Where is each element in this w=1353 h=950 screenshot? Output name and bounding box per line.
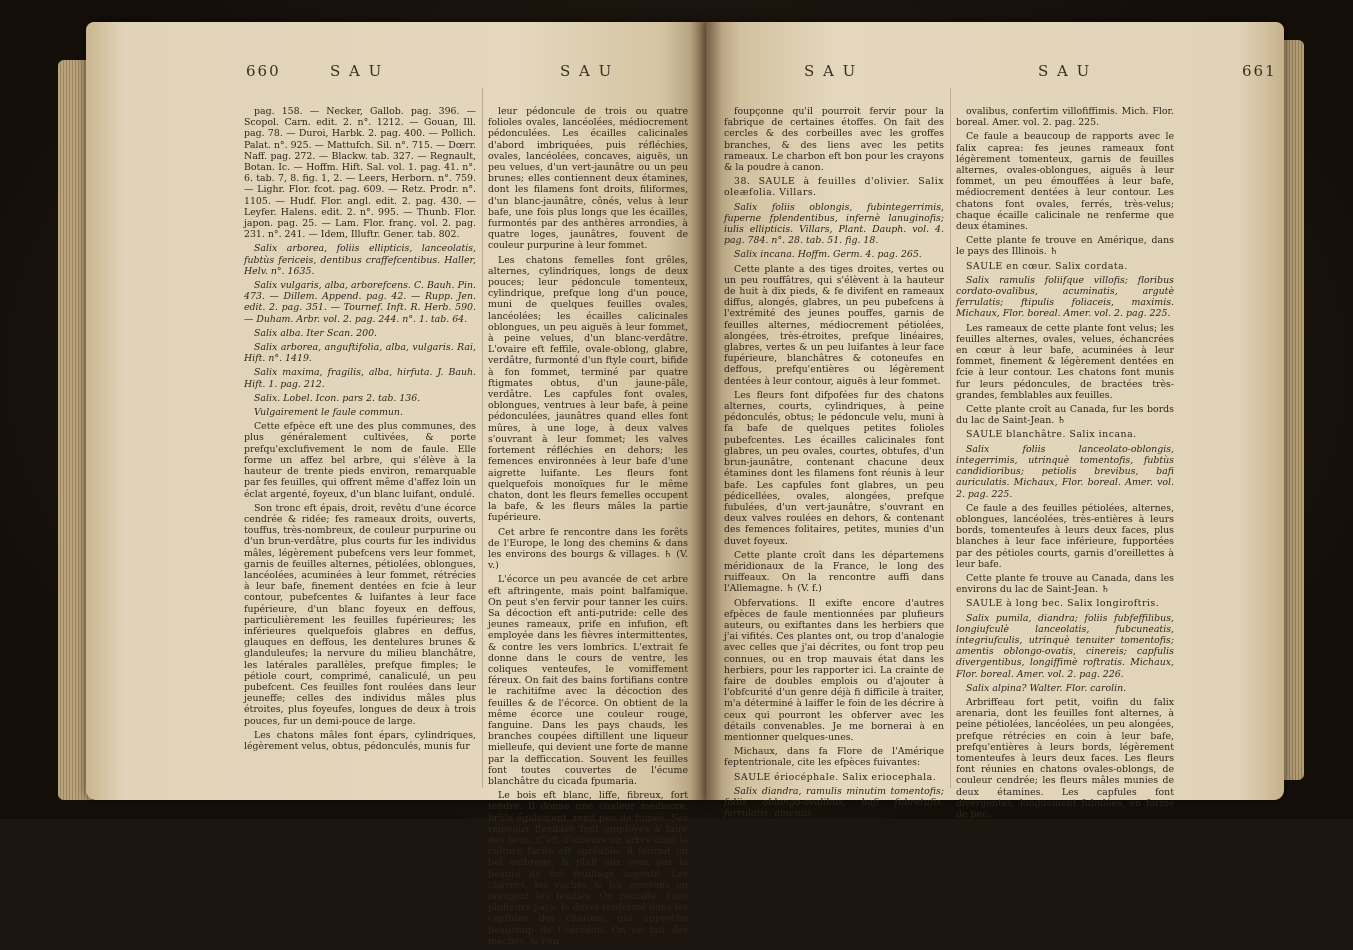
paragraph: Salix foliis lanceolato-oblongis, integerrimis, utrinquè tomentofis, fubtùs candidioribus; petiolis brevibus, bafi auriculatis. Michaux, Flor. boreal. Amer. vol. 2. pag. 225. bbox=[956, 443, 1174, 500]
paragraph: Salix pumila, diandra; foliis fubfeffilibus, longiufculè lanceolatis, fubcuneatis, integriufculis, utrinquè tenuiter tomentofis; amentis oblongo-ovatis, cinereis; capfulis divergentibus, longiffimè roftratis. Michaux, Flor. boreal. Amer. vol. 2. pag. 226. bbox=[956, 612, 1174, 680]
paragraph: SAULE ériocéphale. Salix eriocephala. bbox=[734, 771, 937, 783]
paragraph: Salix arborea, foliis ellipticis, lanceolatis, fubtùs fericeis, dentibus craffefcentibus. Haller, Helv. n°. 1635. bbox=[244, 243, 476, 277]
paragraph: Cette plante croît dans les départemens méridionaux de la France, le long des ruiffeaux. On la rencontre auffi dans l'Allemagne. ♄ (V. f.) bbox=[724, 549, 944, 595]
left-heading-right: S A U bbox=[560, 62, 614, 80]
paragraph: Ce faule a beaucoup de rapports avec le falix caprea: fes jeunes rameaux font légèrement tomenteux, garnis de feuilles alternes, ovales-oblongues, aiguës à leur fommet, un peu émouffées à leur bafe, médiocrement dentées à leur contour. Les chatons font ovales, ferrés, très-velus; chaque écaille calicinale ne renferme que deux étamines. bbox=[956, 131, 1174, 233]
paragraph: Salix arborea, anguftifolia, alba, vulgaris. Rai, Hift. n°. 1419. bbox=[244, 342, 476, 365]
paragraph: SAULE en cœur. Salix cordata. bbox=[966, 260, 1128, 272]
left-column-2 bbox=[488, 106, 688, 950]
paragraph: Cette plante a des tiges droites, vertes ou un peu rouffâtres, qui s'élèvent à la hauteur de huit à dix pieds, & fe divifent en rameaux diffus, alongés, glabres, un peu pubefcens à l'extrémité des jeunes pouffes, garnis de feuilles alternes, médiocrement pétiolées, alongées, très-étroites, prefque linéaires, glabres, vertes & un peu luifantes à leur face fupérieure, blanchâtres & cotoneufes en deffous, prefqu'entières ou légèrement dentées à leur contour, aiguës à leur fommet. bbox=[724, 263, 944, 387]
paragraph: Cette plante croît au Canada, fur les bords du lac de Saint-Jean. ♄ bbox=[956, 404, 1174, 427]
paragraph: Salix maxima, fragilis, alba, hirfuta. J. Bauh. Hift. 1. pag. 212. bbox=[244, 367, 476, 390]
paragraph: Cette plante fe trouve en Amérique, dans le pays des Illinois. ♄ bbox=[956, 235, 1174, 258]
paragraph: Son tronc eft épais, droit, revêtu d'une écorce cendrée & ridée; fes rameaux droits, ouverts, touffus, très-nombreux, de couleur purpurine ou d'un brun-verdâtre, plus courts fur les individus mâles, légèrement pubefcens vers leur fommet, garnis de feuilles alternes, pétiolées, oblongues, lancéolées, acuminées à leur fommet, rétrécies à leur bafe, finement dentées en fcie à leur contour, pubefcentes & luifantes à leur face fupérieure, d'un blanc foyeux en deffous, particulièrement les feuilles fupérieures; les inférieures quelquefois glabres en deffus, glauques en deffous, les dentelures brunes & glanduleufes; la nervure du milieu blanchâtre, les latérales parallèles, prefque fimples; le pétiole court, comprimé, canaliculé, un peu pubefcent. Ces feuilles font roulées dans leur jeuneffe; celles des individus mâles plus étroites, plus foyeufes, longues de deux à trois pouces, fur un demi-pouce de large. bbox=[244, 502, 476, 727]
paragraph: Cet arbre fe rencontre dans les forêts de l'Europe, le long des chemins & dans les environs des bourgs & villages. ♄ (V. v.) bbox=[488, 526, 688, 572]
paragraph: Salix. Lobel. Icon. pars 2. tab. 136. bbox=[254, 392, 421, 404]
paragraph: 38. SAULE à feuilles d'olivier. Salix oleæfolia. Villars. bbox=[724, 176, 944, 199]
paragraph: Les chatons femelles font grêles, alternes, cylindriques, longs de deux pouces; leur pédoncule tomenteux, cylindrique, prefque long d'un pouce, muni de quelques feuilles ovales, lancéolées; les écailles calicinales oblongues, un peu aiguës à leur fommet, à peine velues, d'un blanc-verdâtre. L'ovaire eft feffile, ovale-oblong, glabre, verdâtre, furmonté d'un ftyle court, bifide à fon fommet, terminé par quatre ftigmates obtus, d'un jaune-pâle, verdâtre. Les capfules font ovales, oblongues, ventrues à leur bafe, à peine pédonculées, jaunâtres quand elles font mûres, à une loge, à deux valves s'ouvrant à leur fommet; les valves fortement réfléchies en dehors; les femences environnées à leur bafe d'une aigrette luifante. Les fleurs font quelquefois monoïques fur le même chaton, dont les fleurs femelles occupent la bafe, & les fleurs mâles la partie fupérieure. bbox=[488, 254, 688, 524]
paragraph: Salix foliis oblongis, fubintegerrimis, fuperne fplendentibus, infernè lanuginofis; iulis ellipticis. Villars, Plant. Dauph. vol. 4. pag. 784. n°. 28. tab. 51. fig. 18. bbox=[724, 201, 944, 247]
right-column-1 bbox=[724, 106, 944, 822]
paragraph: ovalibus, confertim villofiffimis. Mich. Flor. boreal. Amer. vol. 2. pag. 225. bbox=[956, 106, 1174, 129]
paragraph: Salix alba. Iter Scan. 200. bbox=[254, 327, 378, 339]
paragraph: Salix vulgaris, alba, arborefcens. C. Bauh. Pin. 473. — Dillem. Append. pag. 42. — Rupp. Jen. edit. 2. pag. 351. — Tournef. Inft. R. Herb. 590. — Duham. Arbr. vol. 2. pag. 244. n°. 1. tab. 64. bbox=[244, 280, 476, 325]
paragraph: SAULE blanchâtre. Salix incana. bbox=[966, 429, 1137, 441]
paragraph: Michaux, dans fa Flore de l'Amérique feptentrionale, cite les efpèces fuivantes: bbox=[724, 746, 944, 769]
left-column-1 bbox=[244, 106, 476, 755]
paragraph: Salix ramulis foliifque villofis; floribus cordato-ovalibus, acuminatis, argutè ferrulatis; ftipulis foliaceis, maximis. Michaux, Flor. boreal. Amer. vol. 2. pag. 225. bbox=[956, 274, 1174, 320]
left-page bbox=[86, 22, 706, 947]
paragraph: Arbriffeau fort petit, voifin du falix arenaria, dont les feuilles font alternes, à peine pétiolées, lancéolées, un peu alongées, prefque rétrécies en coin à leur bafe, prefqu'entières à leurs bords, légèrement tomenteufes à leurs deux faces. Les fleurs font réunies en chatons ovales-oblongs, de couleur cendrée; les fleurs mâles munies de deux étamines. Les capfules font divergentes, longuement fubulées, en forme de bec. bbox=[956, 696, 1174, 820]
paragraph: Obfervations. Il exifte encore d'autres efpèces de faule mentionnées par plufieurs auteurs, ou exiftantes dans les herbiers que j'ai vifités. Ces plantes ont, ou trop d'analogie avec celles que j'ai décrites, ou font trop peu connues, ou en trop mauvais état dans les herbiers, pour les rapporter ici. La crainte de faire de doubles emplois ou d'ajouter à l'obfcurité d'un genre déjà fi difficile à traiter, m'a déterminé à laiffer le foin de les décrire à ceux qui pourront les obferver avec les détails convenables. Je me bornerai à en mentionner quelques-unes. bbox=[724, 597, 944, 743]
paragraph: Les fleurs font difpofées fur des chatons alternes, courts, cylindriques, à peine pédonculés, obtus; le pédoncule velu, muni à fa bafe de quelques petites folioles pubefcentes. Les écailles calicinales font glabres, un peu ovales, courtes, obtufes, d'un brun-jaunâtre, contenant chacune deux étamines dont les filamens font réunis à leur bafe. Les capfules font glabres, un peu pédicellées, ovales, alongées, prefque fubulées, d'un vert-jaunâtre, s'ouvrant en deux valves roulées en dehors, & contenant des femences folitaires, petites, munies d'un duvet foyeux. bbox=[724, 389, 944, 547]
paragraph: Cette plante fe trouve au Canada, dans les environs du lac de Saint-Jean. ♄ bbox=[956, 572, 1174, 596]
paragraph: pag. 158. — Necker, Gallob. pag. 396. — Scopol. Carn. edit. 2. n°. 1212. — Gouan, Ill. pag. 78. — Duroi, Harbk. 2. pag. 400. — Pollich. Palat. n°. 925. — Mattufch. Sil. n°. 715. — Dœrr. Naff. pag. 272. — Blackw. tab. 327. — Regnault, Botan. Ic. — Hoffm. Hift. Sal. vol. 1. pag. 41. n°. 6. tab. 7, 8. fig. 1, 2. — Leers, Herborn. n°. 759. — Lighr. Flor. fcot. pag. 609. — Retz. Prodr. n°. 1105. — Hudf. Flor. angl. edit. 2. pag. 430. — Leyfer. Halens. edit. 2. n°. 995. — Thunb. Flor. japon. pag. 25. — Lam. Flor. franç. vol. 2. pag. 231. n°. 241. — Idem, Illuftr. Gener. tab. 802. bbox=[244, 106, 476, 241]
paragraph: Les chatons mâles font épars, cylindriques, légèrement velus, obtus, pédonculés, munis fur bbox=[244, 729, 476, 752]
paragraph: Salix diandra, ramulis minutim tomentofis; foliis oblongo-ovalibus, bafi fubretufis, ferrulatis; amentis bbox=[724, 785, 944, 820]
paragraph: foupçonne qu'il pourroit fervir pour la fabrique de certaines étoffes. On fait des cercles & des corbeilles avec les groffes branches, & des liens avec les petits rameaux. Le charbon eft bon pour les crayons & la poudre à canon. bbox=[724, 106, 944, 174]
paragraph: Salix incana. Hoffm. Germ. 4. pag. 265. bbox=[734, 249, 922, 261]
right-column-2 bbox=[956, 106, 1174, 823]
column-rule bbox=[950, 88, 951, 788]
paragraph: Les rameaux de cette plante font velus; les feuilles alternes, ovales, velues, échancrées en cœur à leur bafe, acuminées à leur fommet, finement & légèrement dentées en fcie à leur contour. Les chatons font munis fur leurs pédoncules, de bractées très-grandes, femblables aux feuilles. bbox=[956, 322, 1174, 401]
paragraph: Vulgairement le faule commun. bbox=[254, 407, 403, 419]
column-rule bbox=[482, 88, 483, 788]
book-gutter bbox=[690, 22, 722, 800]
paragraph: Le bois eft blanc, liffe, fibreux, fort tendre. Il donne une chaleur médiocre, brûle également, rend peu de fumée. Ses rameaux flexibles font employés à faire des liens. C'eft d'ailleurs un arbre dont la culture facile eft agréable; il fournit un bel ombrage, & plaît aux yeux par la beauté de fon feuillage argenté. Les chèvres, les vaches & les moutons en mangent les feuilles. On ramaffe, dans plufieurs pays, le duvet renfermé dans les capfules des chatons, qui approche beaucoup de l'édredon. On en fait des mèches, & l'on bbox=[488, 790, 688, 947]
paragraph: Salix alpina? Walter. Flor. carolin. bbox=[966, 682, 1127, 694]
left-page-number: 660 bbox=[246, 62, 281, 80]
right-heading-center: S A U bbox=[1038, 62, 1092, 80]
left-heading-center: S A U bbox=[330, 62, 384, 80]
paragraph: Ce faule a des feuilles pétiolées, alternes, oblongues, lancéolées, très-entières à leurs bords, tomenteufes à leurs deux faces, plus blanches à leur face inférieure, fupportées par des pétioles courts, garnis d'oreillettes à leur bafe. bbox=[956, 502, 1174, 570]
right-heading-left: S A U bbox=[804, 62, 858, 80]
paragraph: L'écorce un peu avancée de cet arbre eft aftringente, mais point balfamique. On peut s'en fervir pour tanner les cuirs. Sa décoction eft anti-putride: celle des jeunes rameaux, prife en infufion, eft employée dans les fièvres intermittentes, & contre les vers lombrics. L'extrait fe donne dans le cours de ventre, les coliques venteufes, le vomiffement féreux. On fait des bains fortifians contre le rachitifme avec la décoction des feuilles & de l'écorce. On obtient de la même écorce une couleur rouge, fanguine. Dans les pays chauds, les branches coupées diftillent une liqueur mielleufe, qui devient une forte de manne par la defficcation. Souvent les feuilles font toutes couvertes de l'écume blanchâtre du cicada fpumaria. bbox=[488, 574, 688, 787]
paragraph: Cette efpèce eft une des plus communes, des plus généralement cultivées, & porte prefqu'exclufivement le nom de faule. Elle forme un affez bel arbre, qui s'élève à la hauteur de trente pieds environ, remarquable par fes feuilles, qui offrent même d'affez loin un éclat argenté, foyeux, d'un blanc luifant, ondulé. bbox=[244, 421, 476, 500]
paragraph: SAULE à long bec. Salix longiroftris. bbox=[966, 598, 1160, 610]
right-page bbox=[706, 22, 1284, 820]
right-page-number: 661 bbox=[1242, 62, 1277, 80]
paragraph: leur pédoncule de trois ou quatre folioles ovales, lancéolées, médiocrement pédonculées. Les écailles calicinales d'abord imbriquées, puis réfléchies, ovales, lancéolées, concaves, aiguës, un peu velues, d'un vert-jaunâtre ou un peu brunes; elles contiennent deux étamines, dont les filamens font droits, filiformes, d'un blanc-jaunâtre, cônés, velus à leur bafe, une fois plus longs que les écailles, furmontés par des anthères arrondies, à quatre loges, jaunâtres, fouvent de couleur purpurine à leur fommet. bbox=[488, 106, 688, 252]
